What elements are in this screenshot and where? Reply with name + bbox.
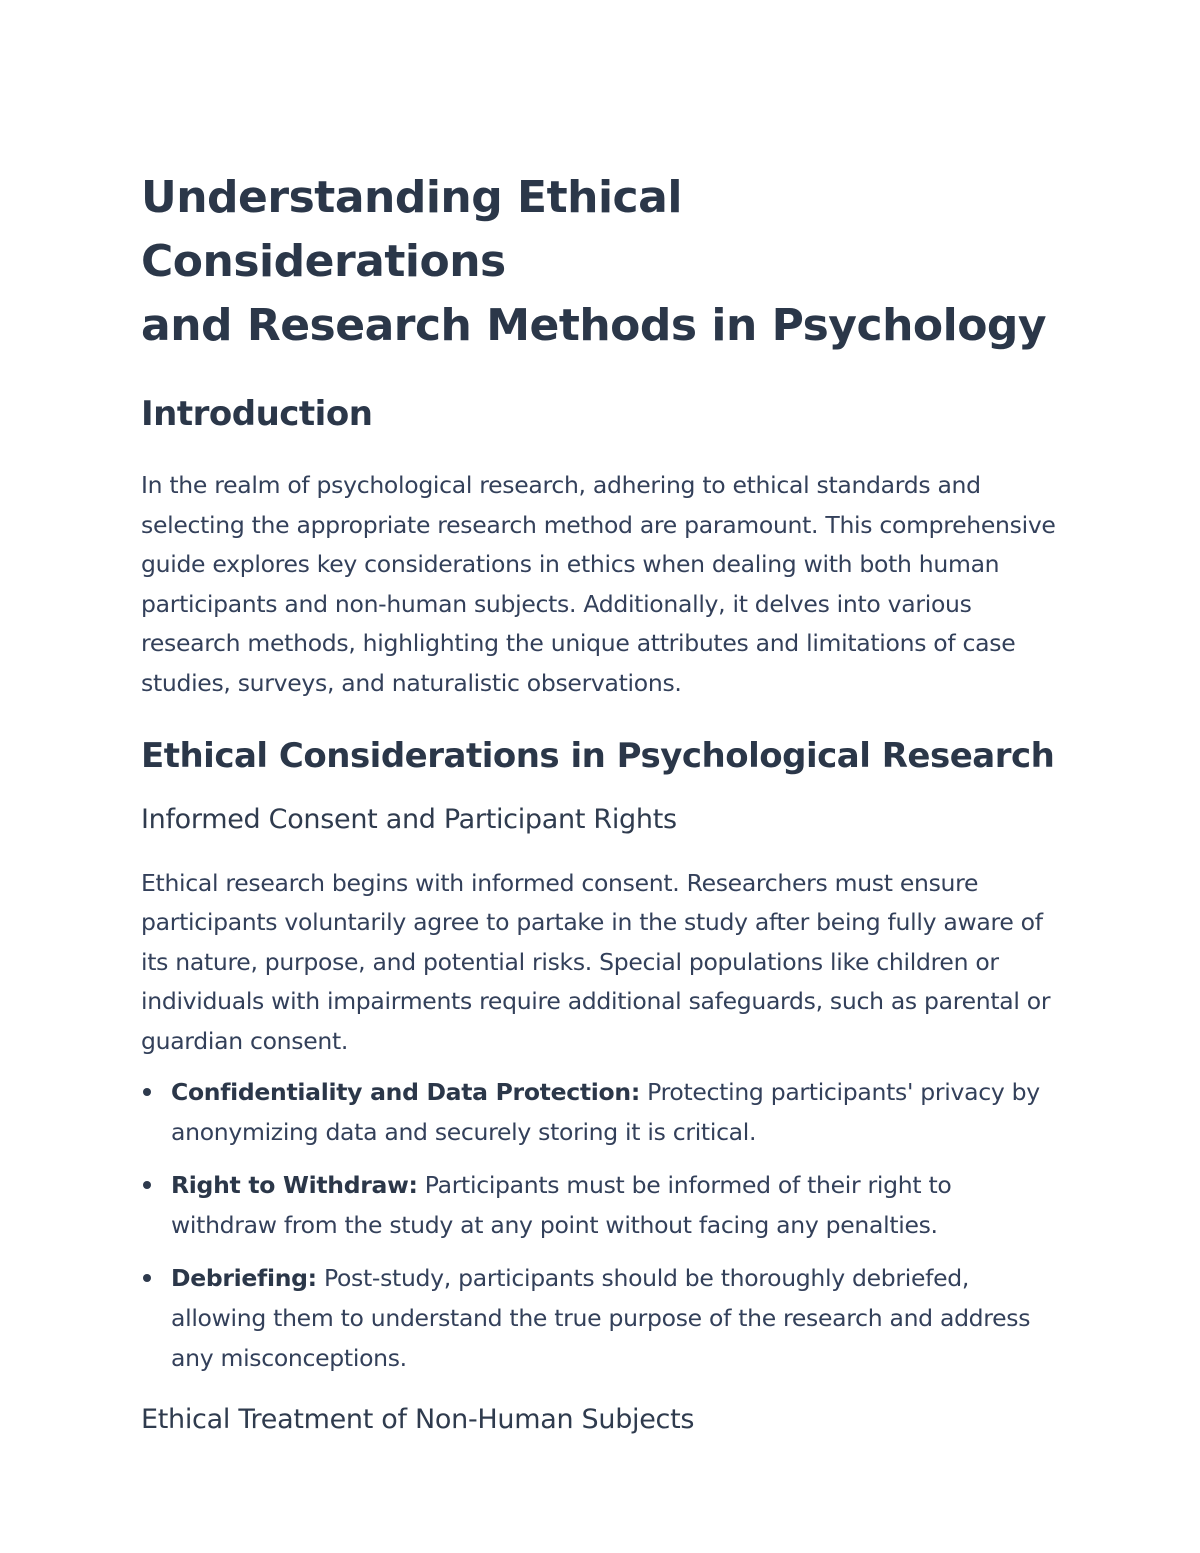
list-item-text: Post-study, participants should be thoroughly debriefed, allowing them to understand the true purpose of the research and address any misconceptions.	[171, 1263, 1031, 1372]
introduction-heading: Introduction	[141, 394, 373, 434]
document-page	[141, 166, 1061, 1440]
list-item-text: Participants must be informed of their right to withdraw from the study at any point without facing any penalties.	[171, 1170, 952, 1239]
list-item	[141, 1072, 1061, 1152]
list-item-term: Debriefing:	[171, 1263, 317, 1292]
consent-paragraph: Ethical research begins with informed consent. Researchers must ensure participants voluntarily agree to partake in the study after being fully aware of its nature, purpose, and potential risks. Special populations like children or individuals with impairments require additional safeguards, such as parental or guardian consent.	[141, 868, 1051, 1055]
bullet-icon	[143, 1181, 151, 1189]
list-item-text: Protecting participants' privacy by anonymizing data and securely storing it is critical.	[171, 1077, 1040, 1146]
list-item	[141, 1165, 1061, 1245]
list-item-term: Right to Withdraw:	[171, 1170, 418, 1199]
title-line-1: Understanding Ethical Considerations	[141, 172, 682, 287]
document-title	[141, 166, 1061, 358]
consent-subheading: Informed Consent and Participant Rights	[141, 803, 677, 835]
bullet-icon	[143, 1088, 151, 1096]
list-item-term: Confidentiality and Data Protection:	[171, 1077, 640, 1106]
non-human-subheading: Ethical Treatment of Non-Human Subjects	[141, 1403, 695, 1435]
participant-rights-list	[141, 1072, 1061, 1378]
ethics-section-heading: Ethical Considerations in Psychological Research	[141, 735, 1055, 776]
bullet-icon	[143, 1274, 151, 1282]
title-line-2: and Research Methods in Psychology	[141, 300, 1047, 351]
list-item	[141, 1258, 1061, 1378]
introduction-paragraph: In the realm of psychological research, adhering to ethical standards and selecting the appropriate research method are paramount. This comprehensive guide explores key considerations in ethics when dealing with both human participants and non-human subjects. Additionally, it delves into various research methods, highlighting the unique attributes and limitations of case studies, surveys, and naturalistic observations.	[141, 471, 1056, 697]
